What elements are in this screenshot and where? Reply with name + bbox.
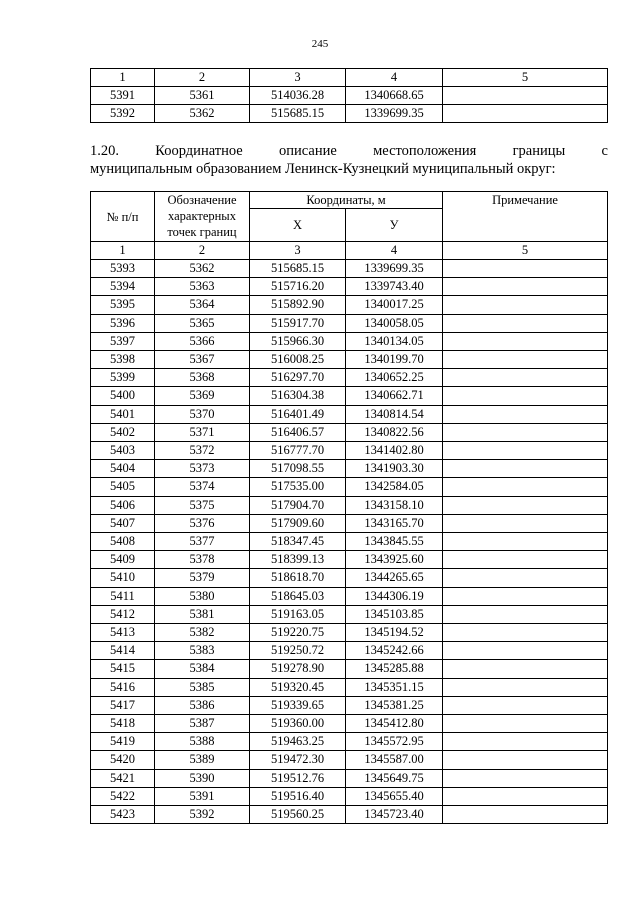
table-cell [443,260,608,278]
table-cell: 1345285.88 [346,660,443,678]
table-row [91,496,608,514]
table-row [91,332,608,350]
table-row [91,642,608,660]
table-cell [443,787,608,805]
column-number-row [91,242,608,260]
table-cell [443,678,608,696]
table-cell: 516304.38 [250,387,346,405]
column-number-row [91,69,608,87]
table-row [91,715,608,733]
table-cell: 5367 [155,351,250,369]
table-cell: 5407 [91,514,155,532]
table-cell: 516401.49 [250,405,346,423]
table-row [91,296,608,314]
column-number-cell: 4 [346,69,443,87]
table-cell: 5394 [91,278,155,296]
table-cell: 5412 [91,605,155,623]
column-number-cell: 2 [155,242,250,260]
table-cell: 5419 [91,733,155,751]
table-cell: 519463.25 [250,733,346,751]
table-cell: 5376 [155,514,250,532]
table-cell [443,551,608,569]
table-cell: 519512.76 [250,769,346,787]
table-cell: 1345655.40 [346,787,443,805]
section-heading-line2: муниципальным образованием Ленинск-Кузнецкий муниципальный округ: [90,161,556,177]
table-row [91,751,608,769]
table-cell: 5379 [155,569,250,587]
table-cell [443,569,608,587]
table-cell: 516008.25 [250,351,346,369]
table-cell: 5383 [155,642,250,660]
section-heading [90,142,608,178]
table-cell: 1345649.75 [346,769,443,787]
table-cell: 5377 [155,533,250,551]
table-row [91,696,608,714]
table-cell: 5413 [91,624,155,642]
table-row [91,514,608,532]
table-cell: 5373 [155,460,250,478]
table-row [91,587,608,605]
header-x: Х [250,209,346,242]
table-cell: 1340668.65 [346,87,443,105]
table-cell: 5369 [155,387,250,405]
table-cell: 1340017.25 [346,296,443,314]
table-cell [443,87,608,105]
table-cell: 5392 [91,105,155,123]
table-cell: 5402 [91,423,155,441]
table-cell: 1345572.95 [346,733,443,751]
table-cell: 1345587.00 [346,751,443,769]
table-cell: 5411 [91,587,155,605]
table-cell: 5414 [91,642,155,660]
column-number-cell: 1 [91,69,155,87]
table-cell: 516777.70 [250,442,346,460]
table-cell [443,423,608,441]
table-cell: 519220.75 [250,624,346,642]
table-row [91,87,608,105]
table-cell: 5363 [155,278,250,296]
table-cell: 5398 [91,351,155,369]
column-number-cell: 2 [155,69,250,87]
table-cell [443,715,608,733]
table-cell: 5386 [155,696,250,714]
continuation-table [90,68,608,123]
table-cell: 518618.70 [250,569,346,587]
table-cell: 515917.70 [250,314,346,332]
table-cell: 5365 [155,314,250,332]
table-row [91,769,608,787]
table-cell: 518645.03 [250,587,346,605]
table-cell: 1340662.71 [346,387,443,405]
table-row [91,605,608,623]
table-cell [443,806,608,824]
table-cell: 5408 [91,533,155,551]
table-cell: 1345381.25 [346,696,443,714]
table-cell: 515685.15 [250,260,346,278]
table-cell: 5400 [91,387,155,405]
table-cell: 515685.15 [250,105,346,123]
table-cell [443,642,608,660]
table-cell: 1340058.05 [346,314,443,332]
table-cell [443,478,608,496]
table-cell [443,751,608,769]
table-cell: 519163.05 [250,605,346,623]
table-cell [443,314,608,332]
table-cell [443,605,608,623]
table-cell: 5397 [91,332,155,350]
page-number: 245 [311,38,329,50]
table-cell: 516406.57 [250,423,346,441]
table-cell: 517904.70 [250,496,346,514]
table-cell: 514036.28 [250,87,346,105]
table-cell: 5421 [91,769,155,787]
table-row [91,278,608,296]
table-cell: 5415 [91,660,155,678]
table-cell: 1343158.10 [346,496,443,514]
table-row [91,624,608,642]
table-cell: 5417 [91,696,155,714]
table-cell: 518347.45 [250,533,346,551]
table-cell: 515966.30 [250,332,346,350]
table-cell: 1340822.56 [346,423,443,441]
table-cell [443,460,608,478]
table-cell: 1339699.35 [346,260,443,278]
header-coordinates: Координаты, м [250,192,443,209]
table-cell: 1341903.30 [346,460,443,478]
table-cell [443,514,608,532]
table-row [91,351,608,369]
table-cell: 517098.55 [250,460,346,478]
table-cell: 5364 [155,296,250,314]
table-cell: 1343925.60 [346,551,443,569]
table-cell: 5378 [155,551,250,569]
table-cell [443,587,608,605]
table-cell: 1340814.54 [346,405,443,423]
table-cell: 1343845.55 [346,533,443,551]
table-cell [443,351,608,369]
table-cell: 5396 [91,314,155,332]
column-number-cell: 5 [443,242,608,260]
table-cell: 5387 [155,715,250,733]
table-cell: 5395 [91,296,155,314]
table-cell [443,369,608,387]
table-row [91,369,608,387]
table-cell: 519250.72 [250,642,346,660]
table-cell: 519339.65 [250,696,346,714]
table-cell: 519278.90 [250,660,346,678]
header-note: Примечание [443,192,608,242]
table-cell: 1343165.70 [346,514,443,532]
table-cell [443,496,608,514]
table-cell [443,105,608,123]
table-cell: 5362 [155,260,250,278]
table-cell: 515716.20 [250,278,346,296]
table-cell: 517535.00 [250,478,346,496]
table-row [91,806,608,824]
table-cell: 5423 [91,806,155,824]
table-cell: 1340652.25 [346,369,443,387]
table-cell: 5368 [155,369,250,387]
table-cell: 519320.45 [250,678,346,696]
table-cell: 5370 [155,405,250,423]
table-cell: 519560.25 [250,806,346,824]
table-cell: 5385 [155,678,250,696]
table-cell: 1339743.40 [346,278,443,296]
table-cell: 1340134.05 [346,332,443,350]
table-cell: 1345242.66 [346,642,443,660]
table-row [91,733,608,751]
table-cell: 5388 [155,733,250,751]
table-cell: 5389 [155,751,250,769]
table-cell: 5422 [91,787,155,805]
table-cell: 519472.30 [250,751,346,769]
column-number-cell: 1 [91,242,155,260]
table-row [91,787,608,805]
table-cell: 5406 [91,496,155,514]
table-cell: 518399.13 [250,551,346,569]
table-row [91,105,608,123]
table-cell: 1340199.70 [346,351,443,369]
table-cell: 1339699.35 [346,105,443,123]
table-cell: 5401 [91,405,155,423]
table-cell: 5384 [155,660,250,678]
table-cell: 519360.00 [250,715,346,733]
table-cell [443,278,608,296]
table-cell [443,296,608,314]
table-cell: 5405 [91,478,155,496]
table-cell: 5416 [91,678,155,696]
table-cell [443,660,608,678]
table-cell [443,442,608,460]
table-row [91,533,608,551]
table-cell: 1345351.15 [346,678,443,696]
column-number-cell: 3 [250,69,346,87]
table-row [91,551,608,569]
table-cell: 5381 [155,605,250,623]
table-cell [443,332,608,350]
table-cell: 515892.90 [250,296,346,314]
table-cell [443,387,608,405]
table-cell [443,405,608,423]
column-number-cell: 4 [346,242,443,260]
table-row [91,387,608,405]
table-cell: 5410 [91,569,155,587]
table-cell: 5393 [91,260,155,278]
table-cell: 5403 [91,442,155,460]
table-cell: 5380 [155,587,250,605]
table-row [91,569,608,587]
table-cell: 5420 [91,751,155,769]
table-cell: 5382 [155,624,250,642]
table-row [91,460,608,478]
table-cell: 5390 [155,769,250,787]
table-row [91,260,608,278]
table-cell: 1345412.80 [346,715,443,733]
header-y: У [346,209,443,242]
table-cell [443,696,608,714]
table-cell: 5409 [91,551,155,569]
table-cell [443,769,608,787]
table-cell: 1341402.80 [346,442,443,460]
table-cell: 1344306.19 [346,587,443,605]
section-heading-line1: 1.20. Координатное описание местоположения границы с [90,143,608,159]
header-num: № п/п [91,192,155,242]
column-number-cell: 3 [250,242,346,260]
table-row [91,678,608,696]
coordinates-table [90,191,608,824]
table-row [91,442,608,460]
table-cell: 1345103.85 [346,605,443,623]
table-cell: 1342584.05 [346,478,443,496]
table-row [91,314,608,332]
table-cell: 5362 [155,105,250,123]
table-cell: 5392 [155,806,250,824]
table-cell: 5399 [91,369,155,387]
table-cell: 5371 [155,423,250,441]
table-cell: 5372 [155,442,250,460]
table-cell [443,624,608,642]
table-cell: 5366 [155,332,250,350]
table-cell: 516297.70 [250,369,346,387]
table-row [91,405,608,423]
table-cell: 5374 [155,478,250,496]
column-number-cell: 5 [443,69,608,87]
table-cell: 5375 [155,496,250,514]
table-cell [443,733,608,751]
table-cell [443,533,608,551]
table-cell: 5391 [91,87,155,105]
table-cell: 5361 [155,87,250,105]
table-cell: 1344265.65 [346,569,443,587]
table-cell: 519516.40 [250,787,346,805]
table-row [91,660,608,678]
table-cell: 517909.60 [250,514,346,532]
table-cell: 1345723.40 [346,806,443,824]
table-cell: 5391 [155,787,250,805]
table-cell: 1345194.52 [346,624,443,642]
header-designation: Обозначение характерных точек границ [155,192,250,242]
table-cell: 5404 [91,460,155,478]
table-cell: 5418 [91,715,155,733]
table-row [91,423,608,441]
table-row [91,478,608,496]
